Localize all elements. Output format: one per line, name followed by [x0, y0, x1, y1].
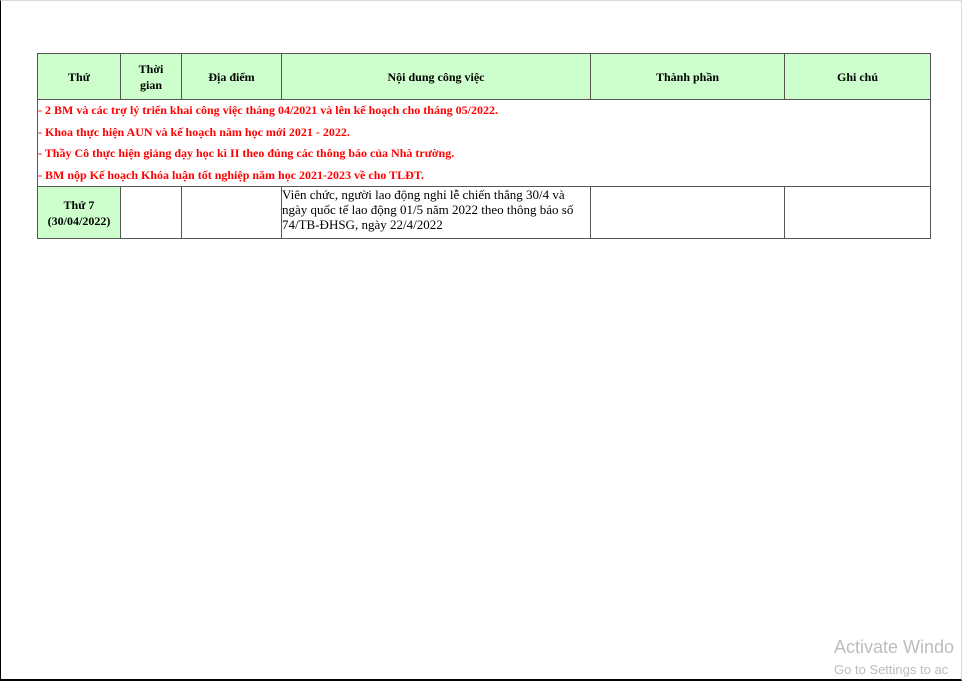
table-row: [38, 187, 931, 239]
watermark-title: Activate Windo: [834, 637, 955, 657]
header-day: Thứ: [38, 54, 121, 100]
note-item: - Khoa thực hiện AUN và kế hoạch năm học mới 2021 - 2022.: [38, 124, 350, 139]
header-content: Nội dung công việc: [282, 54, 591, 100]
participants-cell: [591, 187, 785, 239]
day-cell: [38, 187, 121, 239]
note-item: - Thầy Cô thực hiện giảng dạy học kì II theo đúng các thông báo của Nhà trường.: [38, 146, 455, 160]
note-item: - BM nộp Kế hoạch Khóa luận tốt nghiệp năm học 2021-2023 về cho TLĐT.: [38, 167, 424, 182]
header-remarks: Ghi chú: [785, 54, 931, 100]
time-cell: [121, 187, 182, 239]
notes-row: [38, 100, 931, 187]
content-cell: Viên chức, người lao động nghỉ lễ chiến thắng 30/4 và ngày quốc tế lao động 01/5 năm 2022 theo thông báo số 74/TB-ĐHSG, ngày 22/4/2022: [282, 187, 591, 239]
table-header-row: [38, 54, 931, 100]
note-item: - 2 BM và các trợ lý triển khai công việc tháng 04/2021 và lên kế hoạch cho tháng 05/2022.: [38, 103, 498, 117]
header-participants: Thành phần: [591, 54, 785, 100]
watermark-subtitle: Go to Settings to ac: [834, 662, 949, 677]
header-location: Địa điểm: [182, 54, 282, 100]
notes-cell: [38, 100, 931, 187]
header-time: Thời gian: [121, 54, 182, 100]
activation-watermark: [834, 635, 954, 681]
weekly-schedule-table: [37, 53, 931, 239]
day-date: (30/04/2022): [47, 213, 111, 228]
remarks-cell: [785, 187, 931, 239]
day-label: Thứ 7: [63, 197, 95, 212]
location-cell: [182, 187, 282, 239]
